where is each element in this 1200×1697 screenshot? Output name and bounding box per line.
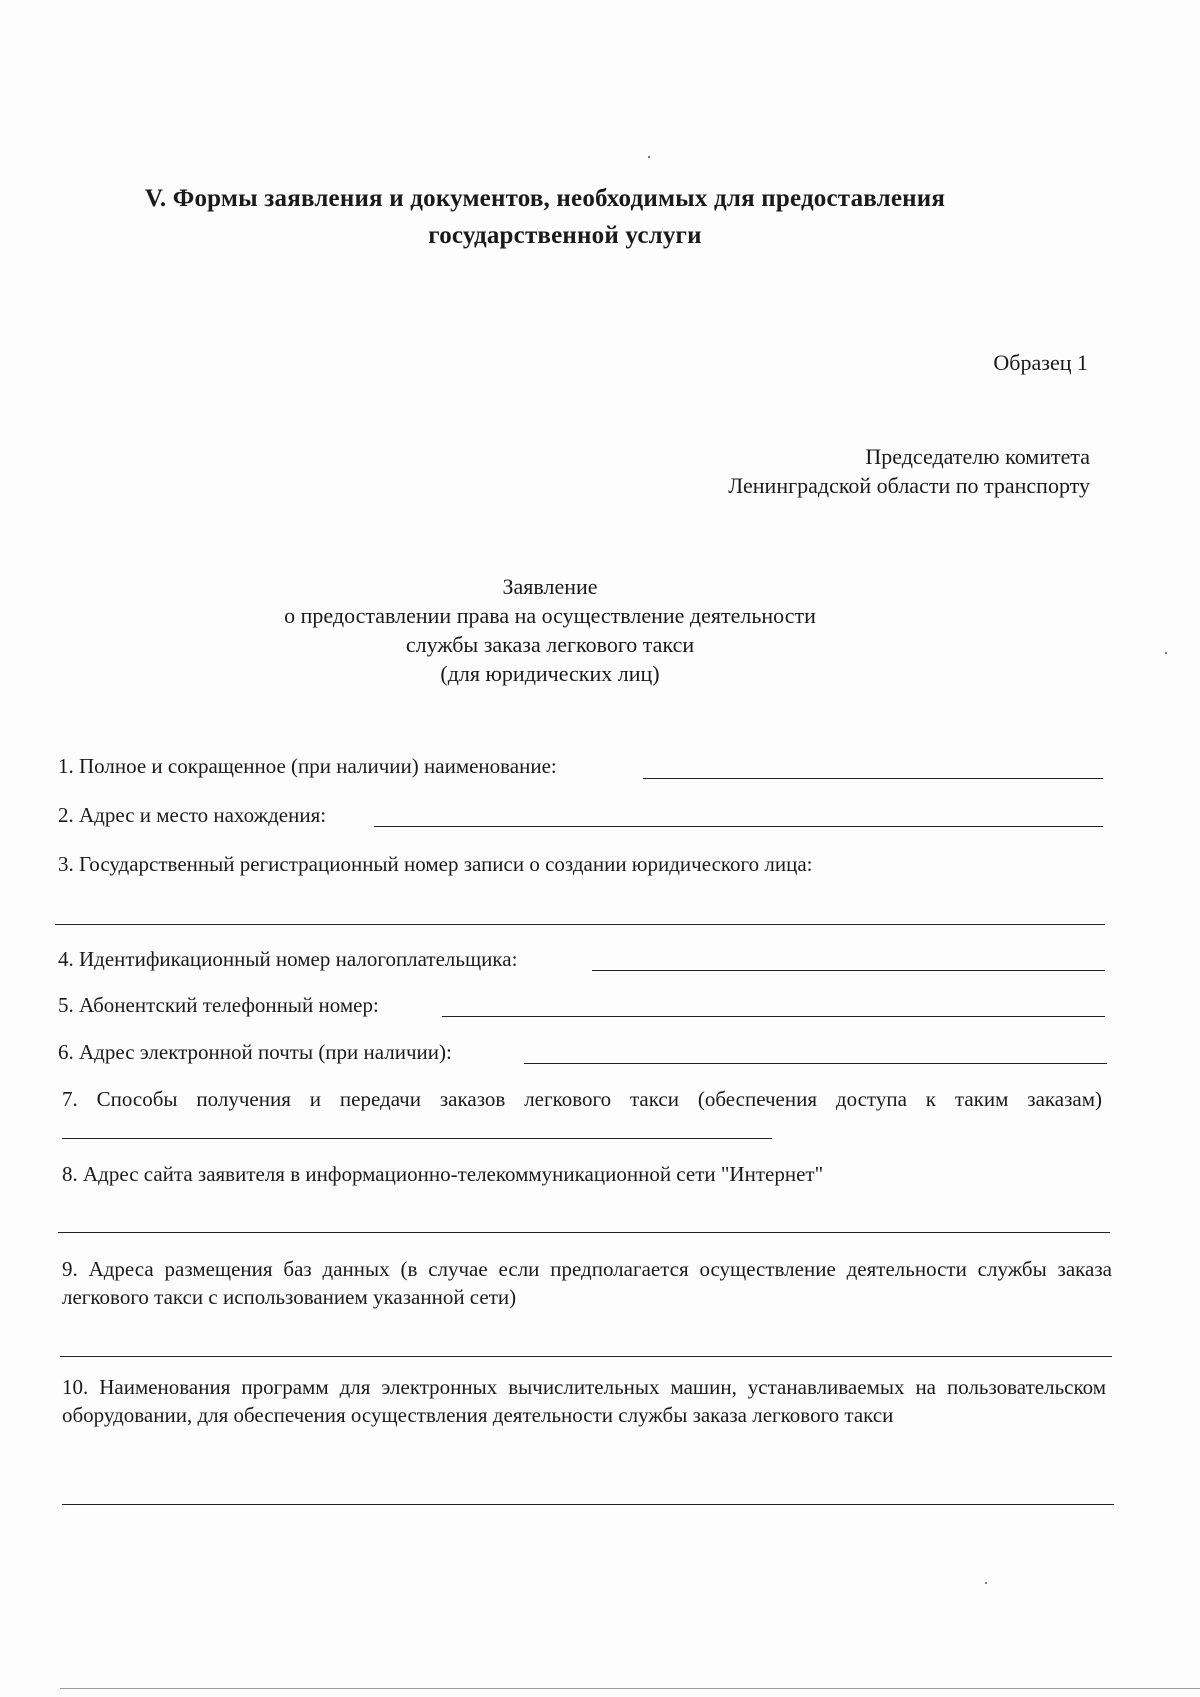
field-6-input-line[interactable] bbox=[524, 1063, 1107, 1064]
field-10-input-line[interactable] bbox=[62, 1504, 1114, 1505]
field-1-input-line[interactable] bbox=[643, 778, 1103, 779]
field-6-label: 6. Адрес электронной почты (при наличии): bbox=[58, 1040, 452, 1064]
field-4-input-line[interactable] bbox=[592, 970, 1105, 971]
field-8-label: 8. Адрес сайта заявителя в информационно-телекоммуникационной сети "Интернет" bbox=[62, 1162, 824, 1186]
field-5-label: 5. Абонентский телефонный номер: bbox=[58, 993, 379, 1017]
field-1-label: 1. Полное и сокращенное (при наличии) наименование: bbox=[58, 754, 557, 778]
addressee-line2: Ленинградской области по транспорту bbox=[728, 473, 1090, 498]
section-heading-line1: V. Формы заявления и документов, необходимых для предоставления bbox=[144, 185, 946, 212]
field-9-label: 9. Адреса размещения баз данных (в случае если предполагается осуществление деятельности службы заказа легкового такси с использованием указанной сети) bbox=[62, 1257, 1112, 1309]
field-3-label: 3. Государственный регистрационный номер записи о создании юридического лица: bbox=[58, 852, 813, 876]
field-2-input-line[interactable] bbox=[374, 826, 1103, 827]
field-3-input-line[interactable] bbox=[55, 924, 1105, 925]
scan-speck bbox=[985, 1582, 987, 1584]
application-title-line1: Заявление bbox=[502, 574, 598, 599]
application-title bbox=[0, 572, 1200, 688]
sample-label: Образец 1 bbox=[993, 350, 1088, 375]
application-title-line4: (для юридических лиц) bbox=[440, 661, 660, 686]
field-5-input-line[interactable] bbox=[442, 1016, 1105, 1017]
field-7-input-line[interactable] bbox=[62, 1138, 772, 1139]
field-10-label: 10. Наименования программ для электронных вычислительных машин, устанавливаемых на пользовательском оборудовании, для обеспечения осуществления деятельности службы заказа легкового такси bbox=[62, 1375, 1106, 1427]
field-4-label: 4. Идентификационный номер налогоплательщика: bbox=[58, 947, 518, 971]
field-7-label: 7. Способы получения и передачи заказов легкового такси (обеспечения доступа к таким заказам) bbox=[62, 1087, 1102, 1111]
field-9-input-line[interactable] bbox=[60, 1356, 1112, 1357]
section-heading-line2: государственной услуги bbox=[428, 222, 702, 249]
scan-speck bbox=[1165, 652, 1167, 654]
section-heading bbox=[0, 180, 1200, 254]
field-8-input-line[interactable] bbox=[58, 1232, 1110, 1233]
addressee-block bbox=[728, 442, 1090, 500]
scan-speck bbox=[648, 156, 650, 158]
application-title-line3: службы заказа легкового такси bbox=[405, 632, 695, 657]
addressee-line1: Председателю комитета bbox=[865, 444, 1090, 469]
application-title-line2: о предоставлении права на осуществление деятельности bbox=[284, 603, 816, 628]
scan-edge-line bbox=[60, 1688, 1200, 1689]
field-2-label: 2. Адрес и место нахождения: bbox=[58, 803, 327, 827]
